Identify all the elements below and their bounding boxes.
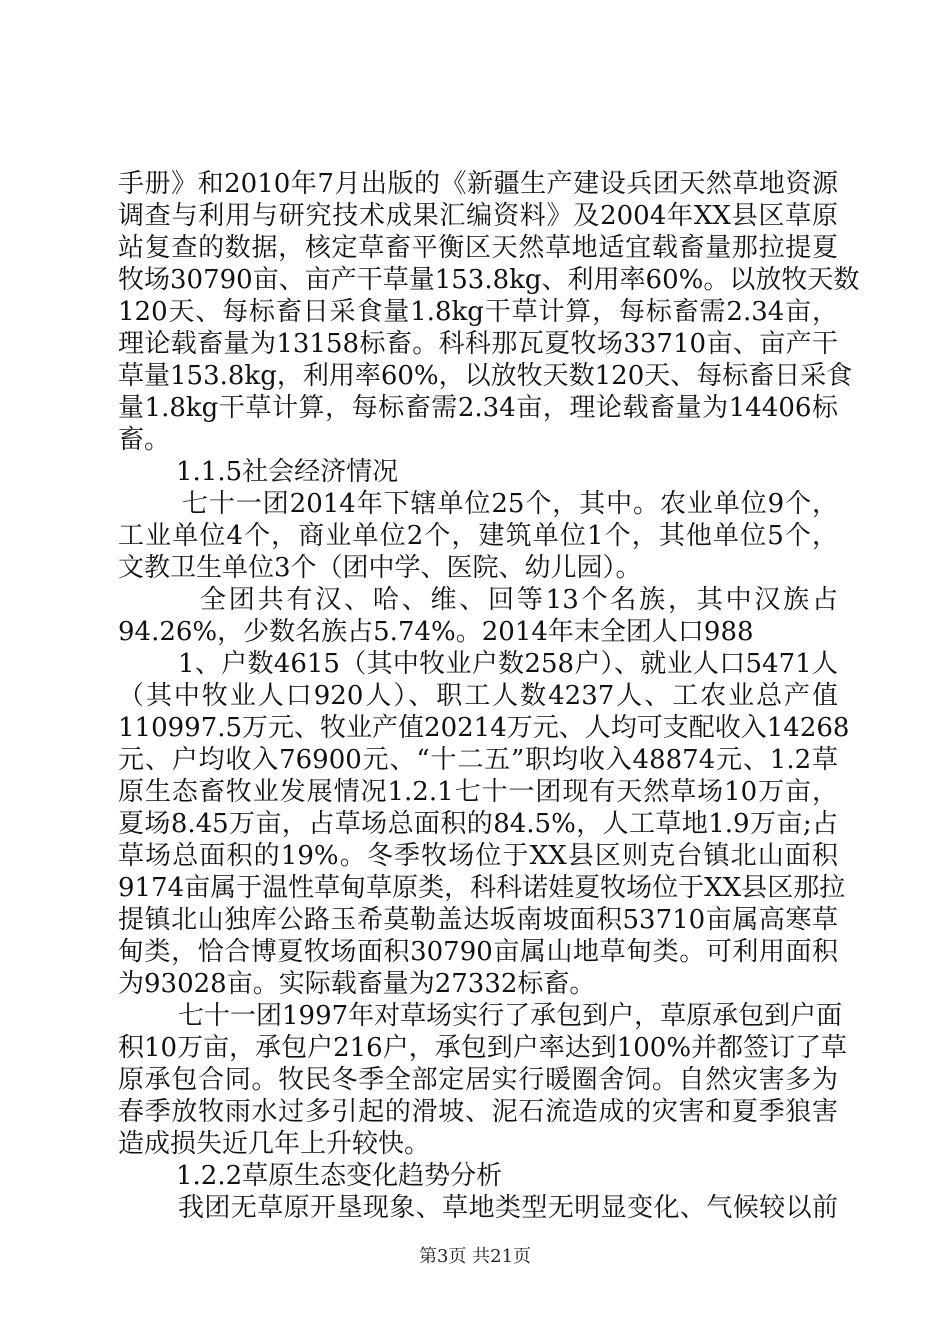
text-line: 积10万亩，承包户216户，承包到户率达到100%并都签订了草 [118,1033,848,1063]
text-line: 全团共有汉、哈、维、回等13个名族，其中汉族占 [200,585,838,615]
text-line: 原承包合同。牧民冬季全部定居实行暖圈舍饲。自然灾害多为 [118,1065,838,1095]
text-line: 春季放牧雨水过多引起的滑坡、泥石流造成的灾害和夏季狼害 [118,1097,838,1127]
text-line: 我团无草原开垦现象、草地类型无明显变化、气候较以前 [178,1193,838,1223]
text-line: 站复查的数据，核定草畜平衡区天然草地适宜载畜量那拉提夏 [118,233,838,263]
text-line: 110997.5万元、牧业产值20214万元、人均可支配收入14268 [118,713,850,743]
document-body [118,168,860,1224]
text-line: 120天、每标畜日采食量1.8kg干草计算，每标畜需2.34亩， [118,297,838,327]
section-heading: 1.1.5社会经济情况 [176,457,399,487]
page-number-footer: 第3页 共21页 [418,1246,532,1267]
text-line: 七十一团2014年下辖单位25个，其中。农业单位9个， [182,489,838,519]
text-line: 七十一团1997年对草场实行了承包到户，草原承包到户面 [178,1001,843,1031]
text-line: 文教卫生单位3个（团中学、医院、幼儿园）。 [118,553,642,583]
text-line: 造成损失近几年上升较快。 [118,1129,431,1159]
text-line: 手册》和2010年7月出版的《新疆生产建设兵团天然草地资源 [118,169,838,199]
text-line: 元、户均收入76900元、“十二五”职均收入48874元、1.2草 [118,745,838,775]
text-line: 提镇北山独库公路玉希莫勒盖达坂南坡面积53710亩属高寒草 [118,905,838,935]
text-line: （其中牧业人口920人）、职工人数4237人、工农业总产值 [118,681,838,711]
text-line: 甸类，恰合博夏牧场面积30790亩属山地草甸类。可利用面积 [118,937,838,967]
text-line: 1、户数4615（其中牧业户数258户）、就业人口5471人 [178,649,838,679]
text-line: 夏场8.45万亩，占草场总面积的84.5%，人工草地1.9万亩;占 [118,809,838,839]
text-line: 调查与利用与研究技术成果汇编资料》及2004年XX县区草原 [118,201,838,231]
text-line: 9174亩属于温性草甸草原类，科科诺娃夏牧场位于XX县区那拉 [118,873,846,903]
text-line: 原生态畜牧业发展情况1.2.1七十一团现有天然草场10万亩， [118,777,838,807]
text-line: 草场总面积的19%。冬季牧场位于XX县区则克台镇北山面积 [118,841,838,871]
text-line: 为93028亩。实际载畜量为27332标畜。 [118,969,596,999]
text-line: 草量153.8kg，利用率60%，以放牧天数120天、每标畜日采食 [118,361,853,391]
text-line: 量1.8kg干草计算，每标畜需2.34亩，理论载畜量为14406标 [118,393,838,423]
text-line: 理论载畜量为13158标畜。科科那瓦夏牧场33710亩、亩产干 [118,329,838,359]
section-heading: 1.2.2草原生态变化趋势分析 [176,1161,503,1191]
text-line: 工业单位4个，商业单位2个，建筑单位1个，其他单位5个， [118,521,838,551]
text-line: 牧场30790亩、亩产干草量153.8kg、利用率60%。以放牧天数 [118,265,860,295]
text-line: 畜。 [118,425,171,455]
text-line: 94.26%，少数名族占5.74%。2014年末全团人口988 [118,617,754,647]
